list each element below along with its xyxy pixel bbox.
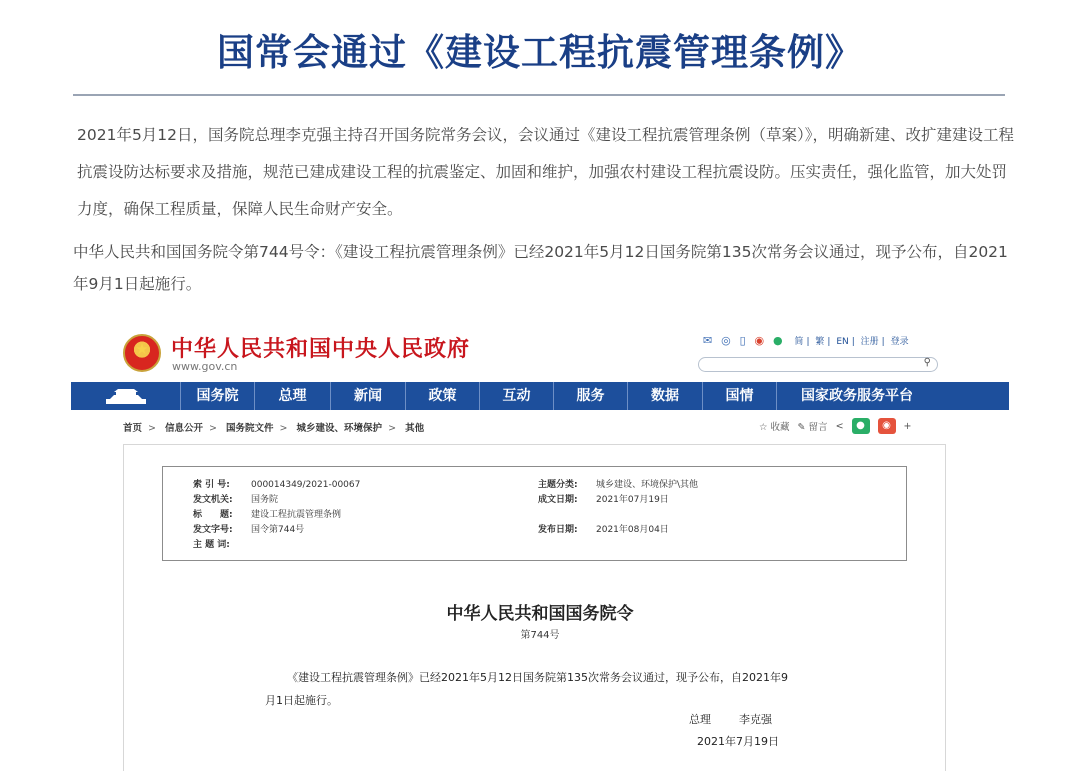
nav-item-services[interactable]: 服务 (554, 382, 628, 410)
nav-item-interaction[interactable]: 互动 (480, 382, 554, 410)
national-emblem-icon (123, 334, 161, 372)
mobile-icon[interactable]: ▯ (739, 334, 746, 347)
site-title[interactable]: 中华人民共和国中央人民政府 (171, 336, 471, 362)
meta-category-value: 城乡建设、环境保护\其他 (596, 480, 699, 490)
meta-issuer-label: 发文机关: (193, 495, 233, 505)
nav-home-button[interactable] (71, 382, 181, 410)
nav-item-gov-service-platform[interactable]: 国家政务服务平台 (801, 388, 913, 404)
article-paragraph-1: 2021年5月12日，国务院总理李克强主持召开国务院常务会议，会议通过《建设工程抗震管理条例（草案）》，明确新建、改扩建建设工程抗震设防达标要求及措施，规范已建成建设工程的抗震鉴定、加固和维护，加强农村建设工程抗震设防。压实责任，强化监管，加大处罚力度，确保工程质量，保障人民生命财产安全。 (77, 126, 1015, 218)
order-body: 《建设工程抗震管理条例》已经2021年5月12日国务院第135次常务会议通过，现予公布，自2021年9月1日起施行。 (265, 671, 788, 707)
meta-created-value: 2021年07月19日 (596, 495, 669, 505)
comment-label: 留言 (808, 422, 828, 433)
mail-icon[interactable]: ✉ (703, 334, 713, 347)
order-title: 中华人民共和国国务院令 (446, 604, 634, 624)
weibo-icon[interactable]: ◉ (754, 334, 765, 347)
order-signer (689, 711, 772, 727)
breadcrumb-info-public[interactable]: 信息公开 (165, 423, 204, 434)
top-links: ✉ ◎ ▯ ◉ ● 简 | 繁 | EN | 注册 | 登录 (703, 334, 909, 347)
link-simplified[interactable]: 简 (794, 337, 804, 347)
link-login[interactable]: 登录 (890, 337, 909, 347)
breadcrumb-other[interactable]: 其他 (405, 423, 425, 434)
meta-docno-label: 发文字号: (193, 525, 233, 535)
signer-name: 李克强 (739, 713, 772, 726)
link-english[interactable]: EN (836, 337, 849, 347)
article-headline: 国常会通过《建设工程抗震管理条例》 (217, 31, 863, 74)
headline-divider (73, 94, 1005, 96)
document-meta-box (162, 466, 907, 561)
meta-keywords (193, 537, 251, 550)
breadcrumb-council-docs[interactable]: 国务院文件 (226, 423, 274, 434)
meta-title (193, 507, 341, 520)
share-tools (759, 418, 912, 434)
favorite-button[interactable]: ☆ 收藏 (759, 422, 790, 433)
share-icon[interactable]: < (835, 420, 844, 432)
nav-item-policy[interactable]: 政策 (406, 382, 480, 410)
article-paragraph-2: 中华人民共和国国务院令第744号令：《建设工程抗震管理条例》已经2021年5月12日国务院第135次常务会议通过，现予公布，自2021年9月1日起施行。 (73, 243, 1008, 293)
signer-title: 总理 (689, 713, 711, 726)
breadcrumb-urban-env[interactable]: 城乡建设、环境保护 (296, 423, 383, 434)
site-url: www.gov.cn (172, 360, 238, 373)
order-date: 2021年7月19日 (697, 735, 779, 748)
meta-index (193, 477, 360, 490)
nav-item-national-info[interactable]: 国情 (703, 382, 777, 410)
main-nav (71, 382, 1009, 410)
pencil-icon: ✎ (797, 422, 806, 433)
nav-item-state-council[interactable]: 国务院 (181, 382, 255, 410)
meta-title-label: 标 题: (193, 510, 233, 520)
meta-keywords-label: 主 题 词: (193, 540, 230, 550)
site-search-input[interactable] (698, 357, 938, 372)
embedded-webpage-screenshot (71, 318, 1009, 771)
wechat-share-icon[interactable]: ● (852, 418, 870, 434)
weibo-share-icon[interactable]: ◉ (878, 418, 896, 434)
meta-index-label: 索 引 号: (193, 480, 230, 490)
breadcrumb: 首页 > 信息公开 > 国务院文件 > 城乡建设、环境保护 > 其他 (123, 423, 425, 434)
nav-item-data[interactable]: 数据 (628, 382, 703, 410)
meta-docno (193, 522, 304, 535)
search-icon[interactable]: ⚲ (923, 357, 931, 368)
more-share-button[interactable]: + (903, 420, 912, 432)
link-traditional[interactable]: 繁 (815, 337, 825, 347)
meta-docno-value: 国令第744号 (251, 525, 305, 535)
order-number: 第744号 (520, 630, 560, 641)
nav-item-news[interactable]: 新闻 (331, 382, 406, 410)
meta-category (538, 477, 698, 490)
meta-created-label: 成文日期: (538, 495, 578, 505)
meta-category-label: 主题分类: (538, 480, 578, 490)
meta-published (538, 522, 669, 535)
chat-icon[interactable]: ◎ (721, 334, 731, 347)
comment-button[interactable] (798, 419, 828, 433)
meta-index-value: 000014349/2021-00067 (251, 480, 361, 490)
nav-item-premier[interactable]: 总理 (255, 382, 331, 410)
link-register[interactable]: 注册 (860, 337, 879, 347)
wechat-icon[interactable]: ● (773, 334, 783, 347)
meta-published-value: 2021年08月04日 (596, 525, 669, 535)
meta-created (538, 492, 669, 505)
meta-issuer-value: 国务院 (251, 495, 279, 505)
tiananmen-icon (104, 387, 148, 405)
breadcrumb-home[interactable]: 首页 (123, 423, 143, 434)
meta-issuer (193, 492, 278, 505)
meta-published-label: 发布日期: (538, 525, 578, 535)
meta-title-value: 建设工程抗震管理条例 (251, 510, 342, 520)
